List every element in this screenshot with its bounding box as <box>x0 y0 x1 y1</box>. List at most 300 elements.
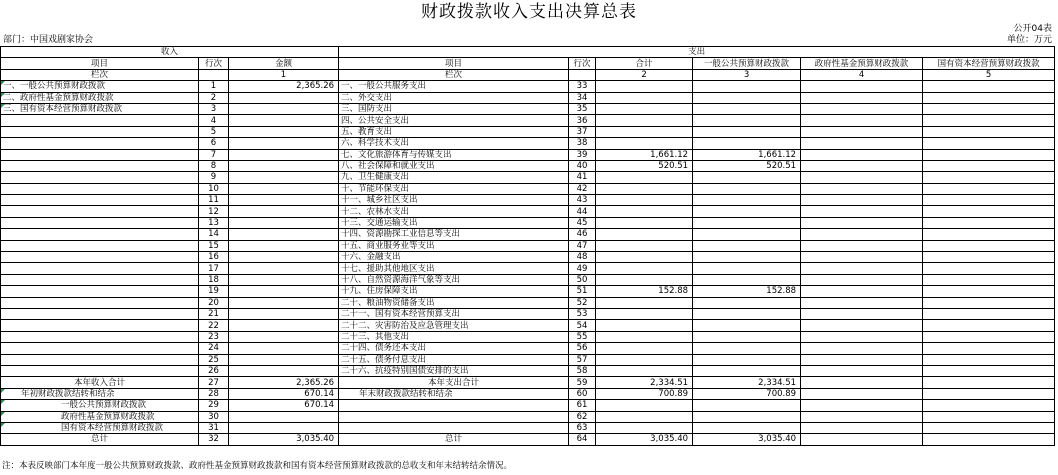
expense-row-no-cell: 43 <box>569 195 596 206</box>
expense-state-cell <box>923 252 1055 263</box>
income-row-no-cell: 17 <box>199 263 229 274</box>
expense-general-cell <box>693 263 801 274</box>
expense-state-cell <box>923 172 1055 183</box>
income-amount-cell <box>229 172 339 183</box>
carry-out-label: 年末财政拨款结转和结余 <box>339 388 569 399</box>
expense-general-cell <box>693 331 801 342</box>
expense-fund-cell <box>801 92 923 103</box>
income-row-no-cell: 13 <box>199 217 229 228</box>
grand-label-right: 总计 <box>339 434 569 445</box>
col-4: 4 <box>801 69 923 80</box>
expense-fund-cell <box>801 160 923 171</box>
expense-general-cell <box>693 343 801 354</box>
income-row-no-cell: 22 <box>199 320 229 331</box>
income-amount-cell <box>229 195 339 206</box>
expense-item-cell: 三、国防支出 <box>339 103 569 114</box>
income-amount-cell <box>229 206 339 217</box>
expense-general-cell: 152.88 <box>693 286 801 297</box>
expense-state-cell <box>923 183 1055 194</box>
income-amount-cell <box>229 160 339 171</box>
sub1-row <box>1 400 1055 411</box>
sub1-no: 29 <box>199 400 229 411</box>
table-row <box>1 240 1055 251</box>
income-row-no-cell: 7 <box>199 149 229 160</box>
empty-cell <box>801 411 923 422</box>
expense-fund-cell <box>801 195 923 206</box>
income-item-cell <box>1 138 199 149</box>
expense-total-cell <box>596 138 693 149</box>
expense-state-cell <box>923 263 1055 274</box>
empty-cell <box>596 411 693 422</box>
sub3-no: 31 <box>199 422 229 433</box>
income-item-cell <box>1 206 199 217</box>
income-row-no-cell: 21 <box>199 308 229 319</box>
income-row-no-cell: 10 <box>199 183 229 194</box>
table-row <box>1 274 1055 285</box>
expense-fund-cell <box>801 229 923 240</box>
footnote: 注：本表反映部门本年度一般公共预算财政拨款、政府性基金预算财政拨款和国有资本经营预算财政拨款的总收支和年末结转结余情况。 <box>2 461 513 471</box>
table-row <box>1 149 1055 160</box>
income-amount-cell <box>229 331 339 342</box>
empty-cell <box>923 377 1055 388</box>
expense-general-cell <box>693 274 801 285</box>
unit-label: 单位：万元 <box>1006 35 1052 45</box>
table-row <box>1 172 1055 183</box>
expense-row-no-cell: 45 <box>569 217 596 228</box>
income-item-cell <box>1 331 199 342</box>
income-row-no-cell: 12 <box>199 206 229 217</box>
expense-fund-cell <box>801 354 923 365</box>
expense-general-cell <box>693 365 801 376</box>
expense-total-cell <box>596 263 693 274</box>
expense-row-no-cell: 34 <box>569 92 596 103</box>
expense-total-cell: 152.88 <box>596 286 693 297</box>
expense-rowno-header: 行次 <box>569 58 596 69</box>
income-item-cell <box>1 195 199 206</box>
income-amount-cell <box>229 138 339 149</box>
expense-item-cell: 二十一、国有资本经营预算支出 <box>339 308 569 319</box>
carry-row <box>1 388 1055 399</box>
expense-total-cell <box>596 229 693 240</box>
expense-item-cell: 二十六、抗疫特别国债安排的支出 <box>339 365 569 376</box>
sub3-rn: 63 <box>569 422 596 433</box>
table-row <box>1 229 1055 240</box>
expense-state-cell <box>923 92 1055 103</box>
expense-fund-cell <box>801 138 923 149</box>
table-row <box>1 115 1055 126</box>
expense-item-cell: 八、社会保障和就业支出 <box>339 160 569 171</box>
expense-total-cell <box>596 115 693 126</box>
table-row <box>1 217 1055 228</box>
expense-row-no-cell: 55 <box>569 331 596 342</box>
table-row <box>1 138 1055 149</box>
expense-fund-cell <box>801 286 923 297</box>
expense-total-cell <box>596 103 693 114</box>
carry-out-no: 60 <box>569 388 596 399</box>
expense-state-cell <box>923 195 1055 206</box>
sub1-label: 一般公共预算财政拨款 <box>1 400 199 411</box>
income-amount-cell <box>229 115 339 126</box>
income-amount-cell: 2,365.26 <box>229 81 339 92</box>
expense-item-cell: 十七、援助其他地区支出 <box>339 263 569 274</box>
table-row <box>1 206 1055 217</box>
expense-item-cell: 十八、自然资源海洋气象等支出 <box>339 274 569 285</box>
empty-cell <box>339 400 569 411</box>
expense-row-no-cell: 33 <box>569 81 596 92</box>
table-row <box>1 126 1055 137</box>
income-item-cell <box>1 126 199 137</box>
table-row <box>1 308 1055 319</box>
expense-state-cell <box>923 81 1055 92</box>
expense-state-cell <box>923 331 1055 342</box>
grand-total-row <box>1 434 1055 445</box>
income-item-cell <box>1 274 199 285</box>
empty-cell <box>199 69 229 80</box>
expense-item-cell: 十一、城乡社区支出 <box>339 195 569 206</box>
general-header: 一般公共预算财政拨款 <box>693 58 801 69</box>
expense-state-cell <box>923 160 1055 171</box>
empty-cell <box>596 400 693 411</box>
expense-total-cell <box>596 81 693 92</box>
expense-fund-cell <box>801 172 923 183</box>
sub1-rn: 61 <box>569 400 596 411</box>
income-item-cell <box>1 297 199 308</box>
expense-total-cell <box>596 308 693 319</box>
sub3-label: 国有资本经营预算财政拨款 <box>1 422 199 433</box>
empty-cell <box>596 422 693 433</box>
expense-total-cell <box>596 195 693 206</box>
income-item-cell <box>1 343 199 354</box>
expense-state-cell <box>923 365 1055 376</box>
expense-row-no-cell: 40 <box>569 160 596 171</box>
expense-row-no-cell: 39 <box>569 149 596 160</box>
empty-cell <box>339 411 569 422</box>
expense-total-cell <box>596 297 693 308</box>
expense-row-no-cell: 52 <box>569 297 596 308</box>
income-row-no-cell: 15 <box>199 240 229 251</box>
header-row-1 <box>1 47 1055 58</box>
table-row <box>1 252 1055 263</box>
income-item-cell <box>1 365 199 376</box>
expense-state-cell <box>923 229 1055 240</box>
expense-total-cell <box>596 343 693 354</box>
expense-fund-cell <box>801 103 923 114</box>
empty-cell <box>693 411 801 422</box>
expense-row-no-cell: 37 <box>569 126 596 137</box>
expense-fund-cell <box>801 320 923 331</box>
expense-total-cell <box>596 240 693 251</box>
income-row-no-cell: 16 <box>199 252 229 263</box>
expense-row-no-cell: 50 <box>569 274 596 285</box>
empty-cell <box>923 422 1055 433</box>
expense-total-cell <box>596 354 693 365</box>
expense-item-header: 项目 <box>339 58 569 69</box>
expense-row-no-cell: 56 <box>569 343 596 354</box>
expense-general-cell <box>693 195 801 206</box>
expense-total-cell <box>596 172 693 183</box>
grand-t: 3,035.40 <box>596 434 693 445</box>
expense-general-cell <box>693 81 801 92</box>
expense-row-no-cell: 57 <box>569 354 596 365</box>
expense-item-cell: 十九、住房保障支出 <box>339 286 569 297</box>
income-item-cell <box>1 320 199 331</box>
expense-state-cell <box>923 274 1055 285</box>
empty-cell <box>923 400 1055 411</box>
income-row-no-cell: 1 <box>199 81 229 92</box>
header-row-3 <box>1 69 1055 80</box>
expense-total-cell <box>596 331 693 342</box>
table-row <box>1 183 1055 194</box>
income-item-cell: 二、政府性基金预算财政拨款 <box>1 92 199 103</box>
col-label: 栏次 <box>1 69 199 80</box>
carry-out-t: 700.89 <box>596 388 693 399</box>
expense-row-no-cell: 54 <box>569 320 596 331</box>
income-row-no-cell: 8 <box>199 160 229 171</box>
grand-no: 32 <box>199 434 229 445</box>
income-amount-cell <box>229 103 339 114</box>
expense-item-cell: 十、节能环保支出 <box>339 183 569 194</box>
expense-item-cell: 二十三、其他支出 <box>339 331 569 342</box>
table-row <box>1 343 1055 354</box>
income-row-no-cell: 3 <box>199 103 229 114</box>
income-row-no-cell: 26 <box>199 365 229 376</box>
table-row <box>1 297 1055 308</box>
sub2-rn: 62 <box>569 411 596 422</box>
income-amount-cell <box>229 263 339 274</box>
expense-row-no-cell: 44 <box>569 206 596 217</box>
expense-total-cell <box>596 126 693 137</box>
expense-general-cell <box>693 126 801 137</box>
income-item-cell <box>1 286 199 297</box>
expense-fund-cell <box>801 343 923 354</box>
table-row <box>1 81 1055 92</box>
income-row-no-cell: 18 <box>199 274 229 285</box>
income-row-no-cell: 5 <box>199 126 229 137</box>
income-total-no: 27 <box>199 377 229 388</box>
expense-total-cell <box>596 183 693 194</box>
expense-fund-cell <box>801 252 923 263</box>
expense-item-cell: 九、卫生健康支出 <box>339 172 569 183</box>
expense-fund-cell <box>801 297 923 308</box>
expense-total-cell <box>596 252 693 263</box>
expense-general-cell <box>693 217 801 228</box>
empty-cell <box>229 411 339 422</box>
expense-total-cell <box>596 92 693 103</box>
expense-total-cell <box>596 274 693 285</box>
expense-state-cell <box>923 206 1055 217</box>
income-row-no-cell: 2 <box>199 92 229 103</box>
income-row-no-cell: 20 <box>199 297 229 308</box>
sub3-row <box>1 422 1055 433</box>
expense-fund-cell <box>801 308 923 319</box>
header-row-2 <box>1 58 1055 69</box>
col-5: 5 <box>923 69 1055 80</box>
income-item-cell <box>1 308 199 319</box>
expense-state-cell <box>923 297 1055 308</box>
department-label: 部门：中国戏剧家协会 <box>3 35 94 45</box>
income-amount-cell <box>229 149 339 160</box>
expense-fund-cell <box>801 217 923 228</box>
empty-cell <box>693 422 801 433</box>
expense-row-no-cell: 41 <box>569 172 596 183</box>
income-item-cell <box>1 240 199 251</box>
expense-total-cell <box>596 206 693 217</box>
expense-total-t: 2,334.51 <box>596 377 693 388</box>
expense-total-g: 2,334.51 <box>693 377 801 388</box>
income-row-no-cell: 24 <box>199 343 229 354</box>
expense-row-no-cell: 58 <box>569 365 596 376</box>
empty-cell <box>801 434 923 445</box>
expense-general-cell <box>693 172 801 183</box>
expense-fund-cell <box>801 206 923 217</box>
income-item-header: 项目 <box>1 58 199 69</box>
expense-item-cell: 一、一般公共服务支出 <box>339 81 569 92</box>
income-row-no-cell: 11 <box>199 195 229 206</box>
expense-fund-cell <box>801 115 923 126</box>
expense-header: 支出 <box>339 47 1055 58</box>
empty-cell <box>923 411 1055 422</box>
expense-total-label: 本年支出合计 <box>339 377 569 388</box>
expense-fund-cell <box>801 263 923 274</box>
income-row-no-cell: 23 <box>199 331 229 342</box>
expense-general-cell <box>693 308 801 319</box>
expense-general-cell <box>693 115 801 126</box>
empty-cell <box>229 422 339 433</box>
expense-general-cell <box>693 229 801 240</box>
empty-cell <box>801 377 923 388</box>
expense-total-cell <box>596 365 693 376</box>
carry-in-no: 28 <box>199 388 229 399</box>
expense-general-cell <box>693 103 801 114</box>
expense-fund-cell <box>801 126 923 137</box>
income-item-cell <box>1 229 199 240</box>
expense-total-cell <box>596 320 693 331</box>
expense-item-cell: 七、文化旅游体育与传媒支出 <box>339 149 569 160</box>
expense-item-cell: 二、外交支出 <box>339 92 569 103</box>
expense-item-cell: 五、教育支出 <box>339 126 569 137</box>
expense-row-no-cell: 46 <box>569 229 596 240</box>
income-amount-header: 金额 <box>229 58 339 69</box>
col-2: 2 <box>596 69 693 80</box>
empty-cell <box>339 422 569 433</box>
expense-state-cell <box>923 343 1055 354</box>
expense-item-cell: 二十、粮油物资储备支出 <box>339 297 569 308</box>
carry-out-g: 700.89 <box>693 388 801 399</box>
income-amount-cell <box>229 320 339 331</box>
total-header: 合计 <box>596 58 693 69</box>
income-item-cell <box>1 115 199 126</box>
income-amount-cell <box>229 286 339 297</box>
expense-item-cell: 十二、农林水支出 <box>339 206 569 217</box>
sub2-label: 政府性基金预算财政拨款 <box>1 411 199 422</box>
expense-fund-cell <box>801 149 923 160</box>
expense-item-cell: 六、科学技术支出 <box>339 138 569 149</box>
income-row-no-cell: 25 <box>199 354 229 365</box>
report-title: 财政拨款收入支出决算总表 <box>421 2 637 22</box>
expense-state-cell <box>923 126 1055 137</box>
sub1-amount: 670.14 <box>229 400 339 411</box>
income-amount-cell <box>229 252 339 263</box>
income-item-cell <box>1 217 199 228</box>
income-item-cell <box>1 183 199 194</box>
income-amount-cell <box>229 183 339 194</box>
empty-cell <box>569 69 596 80</box>
expense-row-no-cell: 49 <box>569 263 596 274</box>
table-row <box>1 195 1055 206</box>
empty-cell <box>801 400 923 411</box>
expense-state-cell <box>923 217 1055 228</box>
expense-general-cell <box>693 206 801 217</box>
income-total-amount: 2,365.26 <box>229 377 339 388</box>
table-row <box>1 331 1055 342</box>
state-header: 国有资本经营预算财政拨款 <box>923 58 1055 69</box>
expense-state-cell <box>923 103 1055 114</box>
grand-label: 总计 <box>1 434 199 445</box>
income-amount-cell <box>229 365 339 376</box>
empty-cell <box>923 388 1055 399</box>
income-amount-cell <box>229 217 339 228</box>
expense-state-cell <box>923 115 1055 126</box>
expense-item-cell: 二十二、灾害防治及应急管理支出 <box>339 320 569 331</box>
sub2-row <box>1 411 1055 422</box>
income-amount-cell <box>229 126 339 137</box>
expense-row-no-cell: 42 <box>569 183 596 194</box>
expense-general-cell <box>693 354 801 365</box>
expense-fund-cell <box>801 365 923 376</box>
table-row <box>1 320 1055 331</box>
fund-header: 政府性基金预算财政拨款 <box>801 58 923 69</box>
empty-cell <box>801 422 923 433</box>
income-amount-cell <box>229 240 339 251</box>
expense-general-cell: 1,661.12 <box>693 149 801 160</box>
expense-general-cell <box>693 138 801 149</box>
expense-state-cell <box>923 354 1055 365</box>
table-row <box>1 263 1055 274</box>
table-row <box>1 365 1055 376</box>
grand-rn: 64 <box>569 434 596 445</box>
income-item-cell <box>1 263 199 274</box>
expense-general-cell <box>693 183 801 194</box>
expense-total-cell: 1,661.12 <box>596 149 693 160</box>
expense-fund-cell <box>801 240 923 251</box>
income-amount-cell <box>229 274 339 285</box>
grand-g: 3,035.40 <box>693 434 801 445</box>
income-amount-cell <box>229 308 339 319</box>
expense-row-no-cell: 48 <box>569 252 596 263</box>
income-item-cell <box>1 172 199 183</box>
sub2-no: 30 <box>199 411 229 422</box>
income-item-cell <box>1 252 199 263</box>
expense-item-cell: 二十四、债务还本支出 <box>339 343 569 354</box>
carry-in-label: 年初财政拨款结转和结余 <box>1 388 199 399</box>
income-item-cell <box>1 160 199 171</box>
expense-state-cell <box>923 138 1055 149</box>
grand-amount: 3,035.40 <box>229 434 339 445</box>
income-total-label: 本年收入合计 <box>1 377 199 388</box>
expense-item-cell: 十三、交通运输支出 <box>339 217 569 228</box>
expense-state-cell <box>923 308 1055 319</box>
expense-general-cell <box>693 240 801 251</box>
expense-general-cell <box>693 252 801 263</box>
income-item-cell: 一、一般公共预算财政拨款 <box>1 81 199 92</box>
expense-row-no-cell: 51 <box>569 286 596 297</box>
expense-total-cell <box>596 217 693 228</box>
expense-fund-cell <box>801 183 923 194</box>
carry-in-amount: 670.14 <box>229 388 339 399</box>
income-amount-cell <box>229 354 339 365</box>
budget-table <box>0 46 1055 446</box>
expense-general-cell <box>693 92 801 103</box>
